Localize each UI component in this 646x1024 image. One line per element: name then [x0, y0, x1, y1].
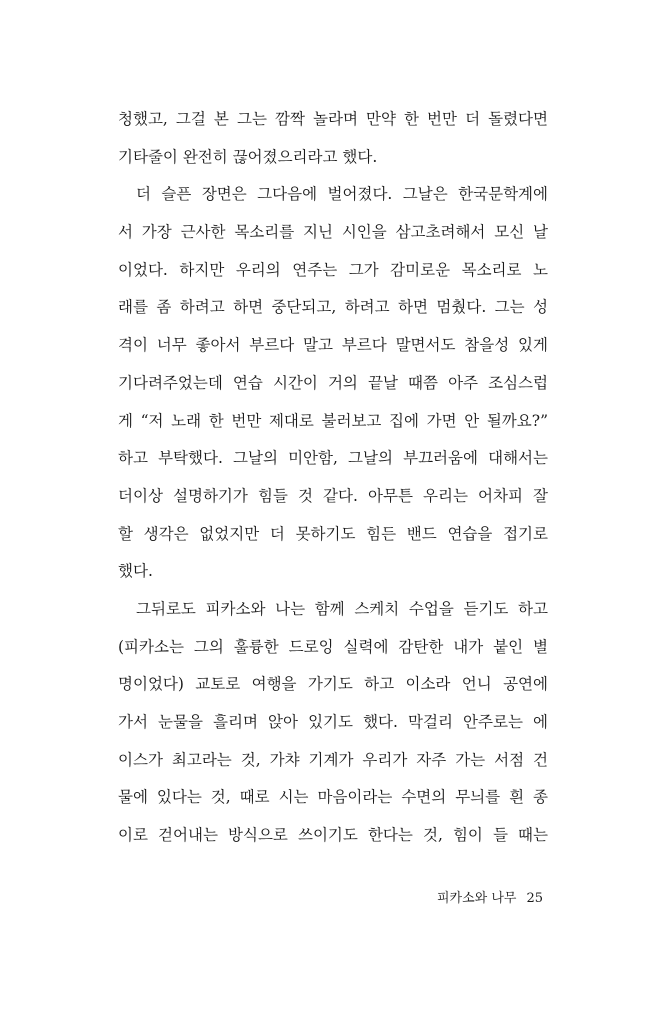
page-footer [437, 887, 543, 906]
running-title: 피카소와 나무 [436, 891, 517, 906]
text-line: 게 “저 노래 한 번만 제대로 불러보고 집에 가면 안 될까요?” [118, 411, 548, 430]
page-number: 25 [526, 891, 543, 906]
text-line: 물에 있다는 것, 때로 시는 마음이라는 수면의 무늬를 흰 종 [118, 788, 548, 807]
text-line: 이스가 최고라는 것, 가챠 기계가 우리가 자주 가는 서점 건 [118, 750, 548, 769]
text-line: 하고 부탁했다. 그날의 미안함, 그날의 부끄러움에 대해서는 [118, 449, 548, 468]
text-line: 했다. [118, 562, 153, 581]
body-text [118, 101, 548, 855]
text-line: 기다려주었는데 연습 시간이 거의 끝날 때쯤 아주 조심스럽 [118, 373, 548, 392]
text-line: 이었다. 하지만 우리의 연주는 그가 감미로운 목소리로 노 [118, 260, 548, 279]
text-line: 기타줄이 완전히 끊어졌으리라고 했다. [118, 147, 378, 166]
text-line: 격이 너무 좋아서 부르다 말고 부르다 말면서도 참을성 있게 [118, 336, 548, 355]
text-line: 그뒤로도 피카소와 나는 함께 스케치 수업을 듣기도 하고 [136, 599, 548, 618]
text-line: 명이었다) 교토로 여행을 가기도 하고 이소라 언니 공연에 [118, 675, 548, 694]
text-line: (피카소는 그의 훌륭한 드로잉 실력에 감탄한 내가 붙인 별 [118, 637, 548, 656]
text-line: 가서 눈물을 흘리며 앉아 있기도 했다. 막걸리 안주로는 에 [118, 713, 548, 731]
text-line: 더 슬픈 장면은 그다음에 벌어졌다. 그날은 한국문학계에 [136, 185, 548, 204]
text-line: 래를 좀 하려고 하면 중단되고, 하려고 하면 멈췄다. 그는 성 [118, 298, 548, 317]
text-line: 할 생각은 없었지만 더 못하기도 힘든 밴드 연습을 접기로 [118, 524, 548, 543]
text-line: 더이상 설명하기가 힘들 것 같다. 아무튼 우리는 어차피 잘 [118, 486, 548, 505]
text-line: 서 가장 근사한 목소리를 지닌 시인을 삼고초려해서 모신 날 [118, 223, 548, 242]
text-line: 청했고, 그걸 본 그는 깜짝 놀라며 만약 한 번만 더 돌렸다면 [118, 110, 548, 128]
text-line: 이로 걷어내는 방식으로 쓰이기도 한다는 것, 힘이 들 때는 [118, 826, 548, 845]
